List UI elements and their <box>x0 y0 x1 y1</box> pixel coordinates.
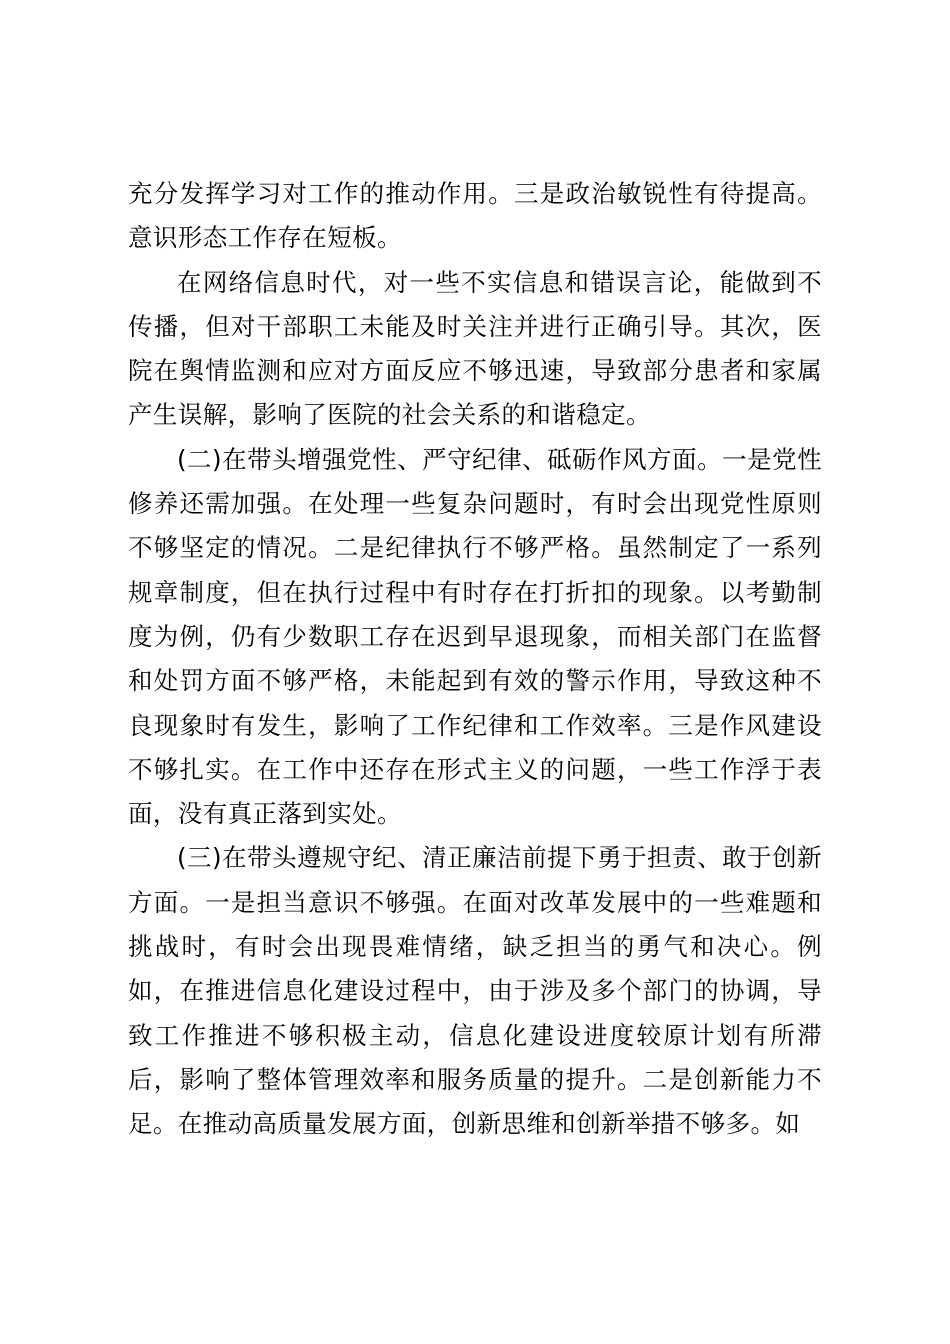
document-body <box>128 172 822 1147</box>
paragraph-2: 在网络信息时代，对一些不实信息和错误言论，能做到不传播，但对干部职工未能及时关注并进行正确引导。其次，医院在舆情监测和应对方面反应不够迅速，导致部分患者和家属产生误解，影响了医院的社会关系的和谐稳定。 <box>128 267 822 430</box>
paragraph-3: (二)在带头增强党性、严守纪律、砥砺作风方面。一是党性修养还需加强。在处理一些复杂问题时，有时会出现党性原则不够坚定的情况。二是纪律执行不够严格。虽然制定了一系列规章制度，但在执行过程中有时存在打折扣的现象。以考勤制度为例，仍有少数职工存在迟到早退现象，而相关部门在监督和处罚方面不够严格，未能起到有效的警示作用，导致这种不良现象时有发生，影响了工作纪律和工作效率。三是作风建设不够扎实。在工作中还存在形式主义的问题，一些工作浮于表面，没有真正落到实处。 <box>128 444 822 829</box>
paragraph-4: (三)在带头遵规守纪、清正廉洁前提下勇于担责、敢于创新方面。一是担当意识不够强。在面对改革发展中的一些难题和挑战时，有时会出现畏难情绪，缺乏担当的勇气和决心。例如，在推进信息化建设过程中，由于涉及多个部门的协调，导致工作推进不够积极主动，信息化建设进度较原计划有所滞后，影响了整体管理效率和服务质量的提升。二是创新能力不足。在推动高质量发展方面，创新思维和创新举措不够多。如 <box>128 843 822 1139</box>
paragraph-1: 充分发挥学习对工作的推动作用。三是政治敏锐性有待提高。意识形态工作存在短板。 <box>128 179 822 253</box>
